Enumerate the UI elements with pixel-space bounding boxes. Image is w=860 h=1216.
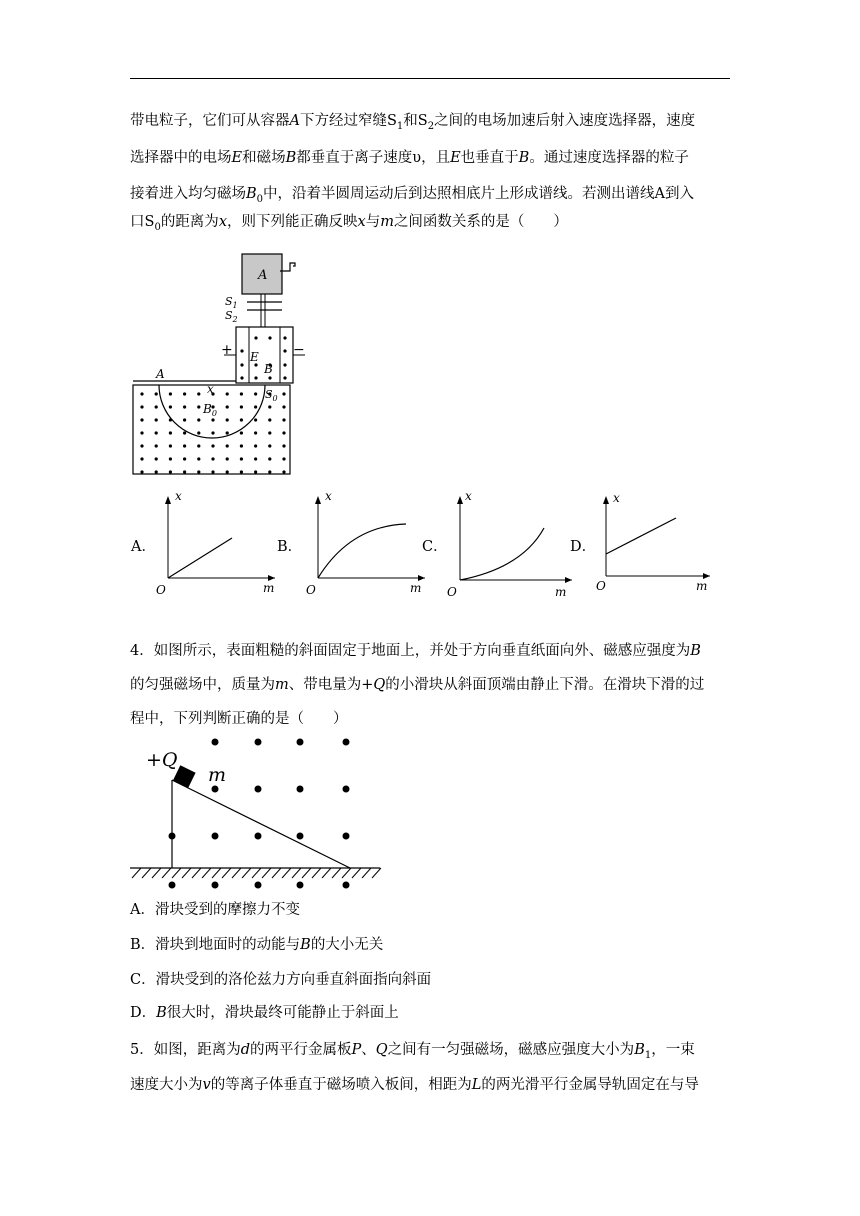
option-b-label[interactable]: B． (277, 539, 303, 555)
option-b-graph (300, 488, 435, 598)
field-dot (183, 405, 186, 408)
convex-curve (460, 528, 544, 580)
incline-figure (128, 730, 388, 892)
field-dot (169, 457, 172, 460)
field-dot (254, 431, 257, 434)
charge-label: +Q (146, 749, 178, 771)
field-dot (226, 470, 229, 473)
container-label: A (258, 268, 268, 283)
field-dot (155, 405, 158, 408)
field-dot (254, 457, 257, 460)
field-dot (254, 392, 257, 395)
field-dot (197, 418, 200, 421)
field-dot (268, 457, 271, 460)
field-dot (169, 470, 172, 473)
svg-text:m: m (263, 581, 275, 595)
field-dot (140, 418, 143, 421)
field-dot (240, 470, 243, 473)
field-dot (169, 444, 172, 447)
svg-text:m: m (696, 579, 708, 593)
field-dot (268, 431, 271, 434)
field-dot (240, 392, 243, 395)
field-dot (240, 405, 243, 408)
field-dot (211, 457, 214, 460)
field-dot (140, 457, 143, 460)
field-dot (197, 470, 200, 473)
header-rule (130, 78, 730, 79)
option-a-graph (150, 488, 285, 598)
option-a-label[interactable]: A． (131, 539, 156, 555)
q3-line-1: 带电粒子，它们可从容器A下方经过窄缝$S_1$和$S_2$之间的电场加速后射入速度选择器，速度 (130, 113, 696, 132)
field-dot (297, 739, 304, 746)
incline-surface (172, 780, 350, 868)
svg-text:O: O (306, 583, 316, 597)
field-dot (254, 470, 257, 473)
field-dot (140, 444, 143, 447)
q4-choice-a[interactable]: A．滑块受到的摩擦力不变 (130, 902, 300, 918)
field-dot (282, 431, 285, 434)
option-d-graph (588, 488, 723, 598)
field-dot (343, 786, 350, 793)
field-dot (282, 392, 285, 395)
svg-text:O: O (156, 583, 166, 597)
field-dot (155, 457, 158, 460)
field-dot (240, 444, 243, 447)
field-dot (211, 444, 214, 447)
field-dot (255, 833, 262, 840)
field-dot (155, 444, 158, 447)
svg-text:x: x (613, 491, 620, 505)
field-dot (197, 431, 200, 434)
svg-text:O: O (596, 579, 606, 593)
field-dot (343, 833, 350, 840)
q4-choice-b[interactable]: B．滑块到地面时的动能与B的大小无关 (130, 937, 384, 953)
q4-choice-d[interactable]: D．B很大时，滑块最终可能静止于斜面上 (130, 1005, 399, 1021)
field-dot (169, 392, 172, 395)
field-dot (282, 418, 285, 421)
field-dot (155, 470, 158, 473)
field-dot (140, 392, 143, 395)
field-dot (282, 457, 285, 460)
field-dot (297, 882, 304, 889)
q3-line-4: 口$S_0$的距离为x，则下列能正确反映x与m之间函数关系的是（ ） (130, 214, 568, 233)
svg-text:O: O (447, 585, 457, 599)
field-dot (268, 444, 271, 447)
svg-text:x: x (325, 489, 332, 503)
field-dot (343, 882, 350, 889)
field-dot (183, 457, 186, 460)
field-dot (183, 392, 186, 395)
field-dot (268, 418, 271, 421)
q4-line-1: 4．如图所示，表面粗糙的斜面固定于地面上，并处于方向垂直纸面向外、磁感应强度为B (130, 643, 701, 659)
q3-line-2: 选择器中的电场E和磁场B都垂直于离子速度υ，且E也垂直于B。通过速度选择器的粒子 (130, 150, 689, 166)
field-dot (343, 739, 350, 746)
svg-text:x: x (465, 489, 472, 503)
svg-text:x: x (207, 382, 214, 396)
concave-curve (318, 524, 406, 578)
field-dot (282, 470, 285, 473)
field-dot (197, 444, 200, 447)
svg-text:B0: $B_0$ (203, 402, 217, 418)
q4-line-2: 的匀强磁场中，质量为m、带电量为+Q的小滑块从斜面顶端由静止下滑。在滑块下滑的过 (130, 677, 705, 693)
field-dot (212, 786, 219, 793)
mass-spectrometer-figure (125, 245, 305, 480)
field-dot (268, 470, 271, 473)
field-dot (140, 405, 143, 408)
field-dot (226, 444, 229, 447)
q5-line-1: 5．如图，距离为d的两平行金属板P、Q之间有一匀强磁场，磁感应强度大小为$B_1$，一束 (130, 1042, 695, 1061)
svg-text:S2: $S_2$ (225, 309, 238, 324)
field-dot (254, 418, 257, 421)
svg-text:B: B (264, 362, 273, 376)
field-dot (226, 405, 229, 408)
svg-text:x: x (175, 489, 182, 503)
q4-line-3: 程中，下列判断正确的是（ ） (130, 711, 348, 727)
mass-label: m (208, 764, 227, 786)
linear-curve (168, 538, 232, 578)
field-dot (255, 882, 262, 889)
field-dot (211, 470, 214, 473)
field-dot (169, 431, 172, 434)
field-dot (183, 470, 186, 473)
field-dot (155, 392, 158, 395)
svg-text:m: m (410, 581, 422, 595)
svg-text:S1: $S_1$ (225, 295, 238, 310)
field-dot (254, 444, 257, 447)
option-d-label[interactable]: D． (570, 539, 597, 555)
minus-sign: − (293, 342, 305, 358)
option-c-label[interactable]: C． (422, 539, 448, 555)
field-dot (240, 457, 243, 460)
field-dot (155, 431, 158, 434)
field-dot (140, 470, 143, 473)
field-dot (197, 392, 200, 395)
field-dot (183, 431, 186, 434)
field-dot (240, 418, 243, 421)
plus-sign: + (221, 342, 233, 358)
field-dot (297, 786, 304, 793)
field-dot (211, 431, 214, 434)
field-dot (212, 739, 219, 746)
field-dot (226, 431, 229, 434)
field-dot (140, 431, 143, 434)
svg-text:S0: $S_0$ (265, 388, 278, 403)
field-dot (183, 444, 186, 447)
field-dot (169, 882, 176, 889)
field-dot (255, 739, 262, 746)
field-dot (282, 405, 285, 408)
field-dot (226, 392, 229, 395)
field-dot (197, 405, 200, 408)
svg-text:E: E (250, 350, 259, 364)
field-dot (183, 418, 186, 421)
svg-text:A: A (156, 367, 165, 381)
field-dot (226, 418, 229, 421)
field-dot (212, 833, 219, 840)
field-dot (297, 833, 304, 840)
field-dot (197, 457, 200, 460)
option-c-graph (442, 488, 582, 600)
field-dot (255, 786, 262, 793)
field-dot (169, 405, 172, 408)
field-dot (155, 418, 158, 421)
field-dot (254, 405, 257, 408)
field-dot (211, 418, 214, 421)
field-dot (226, 457, 229, 460)
q4-choice-c[interactable]: C．滑块受到的洛伦兹力方向垂直斜面指向斜面 (130, 972, 432, 988)
field-dot (240, 431, 243, 434)
field-dot (268, 405, 271, 408)
field-dot (212, 882, 219, 889)
field-dot (282, 444, 285, 447)
svg-text:m: m (555, 585, 567, 599)
q5-line-2: 速度大小为v的等离子体垂直于磁场喷入板间，相距为L的两光滑平行金属导轨固定在与导 (130, 1077, 699, 1093)
offset-linear-curve (606, 518, 676, 554)
q3-line-3: 接着进入均匀磁场$B_0$中，沿着半圆周运动后到达照相底片上形成谱线。若测出谱线A到入 (130, 186, 695, 205)
